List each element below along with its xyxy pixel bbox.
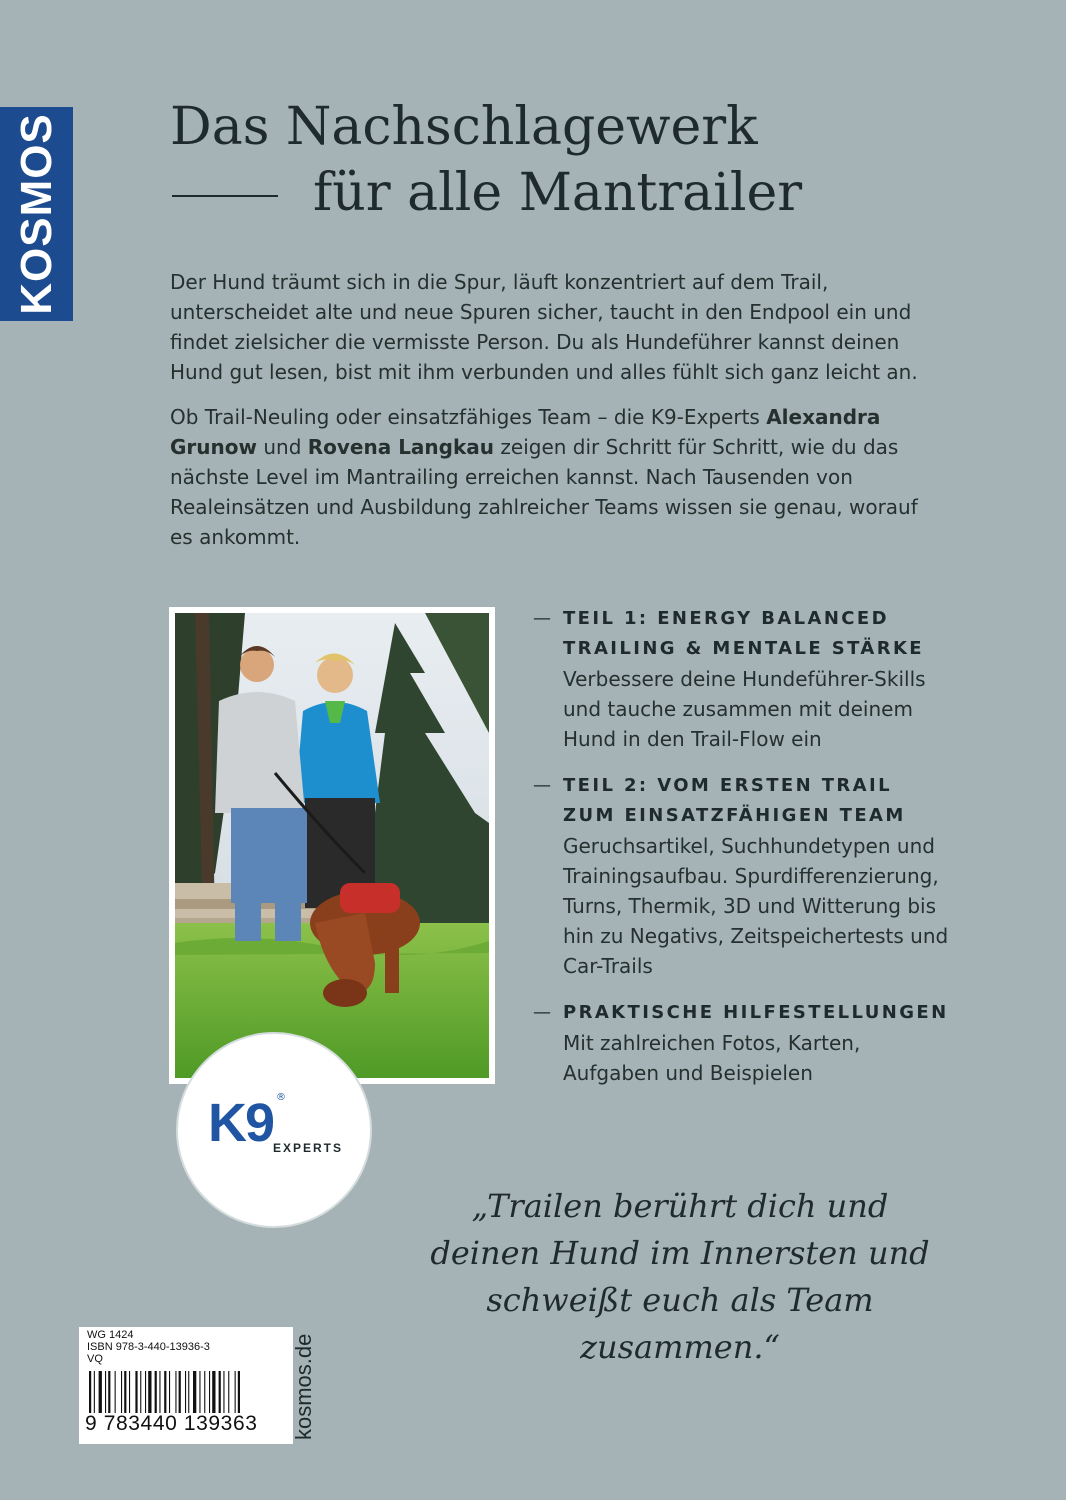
barcode-bar <box>145 1371 146 1413</box>
barcode-bar <box>223 1371 224 1413</box>
barcode-bar <box>121 1371 122 1413</box>
barcode-bar <box>124 1371 126 1413</box>
barcode-bar <box>235 1371 236 1413</box>
testimonial-quote: „Trailen berührt dich und deinen Hund im Innersten und schweißt euch als Team zusammen.“ <box>430 1187 930 1366</box>
barcode-bar <box>188 1371 189 1413</box>
feature-body: Verbessere deine Hundeführer-Skills und tauche zusammen mit deinem Hund in den Trail-Flow ein <box>563 667 926 751</box>
barcode-bar <box>94 1371 95 1413</box>
barcode-bar <box>238 1371 240 1413</box>
headline-line-2-wrap <box>170 162 1030 224</box>
barcode-bar <box>228 1371 229 1413</box>
wg-code: WG 1424 <box>87 1329 134 1341</box>
feature-list <box>533 604 953 1105</box>
headline-rule <box>172 195 278 197</box>
barcode <box>89 1371 285 1413</box>
barcode-bar <box>105 1371 106 1413</box>
barcode-bar <box>209 1371 210 1413</box>
author-photo-frame <box>169 607 495 1084</box>
feature-body: Geruchsartikel, Suchhundetypen und Trainingsaufbau. Spurdifferenzierung, Turns, Thermik, 3D und Witterung bis hin zu Negativs, Zeitspeichertests und Car-Trails <box>563 834 949 978</box>
headline-line-2: für alle Mantrailer <box>313 163 803 223</box>
publisher-band <box>0 107 73 321</box>
k9-logo: K9 <box>208 1093 274 1153</box>
headline-line-1: Das Nachschlagewerk <box>170 97 758 157</box>
barcode-bar <box>169 1371 170 1413</box>
barcode-bar <box>185 1371 186 1413</box>
isbn-number: ISBN 978-3-440-13936-3 <box>87 1341 210 1353</box>
feature-item <box>533 771 953 981</box>
barcode-digits: 9 783440 139363 <box>85 1412 258 1435</box>
barcode-box <box>79 1327 293 1444</box>
barcode-bar <box>199 1371 200 1413</box>
author-photo <box>175 613 489 1078</box>
barcode-bar <box>219 1371 221 1413</box>
registered-mark: ® <box>276 1092 286 1103</box>
barcode-bar <box>193 1371 196 1413</box>
feature-body: Mit zahlreichen Fotos, Karten, Aufgaben und Beispielen <box>563 1031 861 1085</box>
barcode-bar <box>212 1371 215 1413</box>
intro-paragraph-1: Der Hund träumt sich in die Spur, läuft konzentriert auf dem Trail, unterscheidet alte und neue Spuren sicher, taucht in den Endpool ein und findet zielsicher die vermisste Person. Du als Hundeführer kannst deinen Hund gut lesen, bist mit ihm verbunden und alles fühlt sich ganz leicht an. <box>170 270 918 384</box>
author-name-2: Rovena Langkau <box>307 435 495 459</box>
barcode-bar <box>135 1371 137 1413</box>
barcode-bar <box>155 1371 157 1413</box>
feature-item <box>533 998 953 1088</box>
barcode-bar <box>115 1371 116 1413</box>
barcode-bar <box>204 1371 205 1413</box>
publisher-logo: KOSMOS <box>11 113 61 315</box>
barcode-bar <box>179 1371 181 1413</box>
barcode-meta <box>87 1329 210 1365</box>
author-name-1: Alexandra Grunow <box>170 405 881 459</box>
intro-text <box>170 267 940 567</box>
feature-title: — PRAKTISCHE HILFESTELLUNGEN <box>533 998 953 1028</box>
barcode-bar <box>140 1371 141 1413</box>
vq-code: VQ <box>87 1353 103 1365</box>
publisher-website: kosmos.de <box>291 1333 316 1440</box>
intro-p2-end: zeigen dir Schritt für Schritt, wie du das nächste Level im Mantrailing erreichen kannst. Nach Tausenden von Realeinsätzen und Ausbildung zahlreicher Teams wissen sie genau, worauf es ankommt. <box>170 435 918 549</box>
intro-paragraph-2 <box>170 402 940 552</box>
barcode-bar <box>129 1371 130 1413</box>
k9-experts-badge <box>176 1032 372 1228</box>
headline <box>170 96 1030 224</box>
feature-item <box>533 604 953 754</box>
barcode-bar <box>99 1371 102 1413</box>
intro-p2-start: Ob Trail-Neuling oder einsatzfähiges Team – die K9-Experts <box>170 405 767 429</box>
barcode-bar <box>108 1371 110 1413</box>
barcode-bar <box>164 1371 166 1413</box>
experts-label: EXPERTS <box>273 1141 344 1155</box>
barcode-bar <box>148 1371 151 1413</box>
intro-connector: und <box>256 435 308 459</box>
barcode-bar <box>175 1371 176 1413</box>
barcode-bar <box>89 1371 91 1413</box>
barcode-bar <box>159 1371 160 1413</box>
feature-title: — TEIL 2: VOM ERSTEN TRAIL ZUM EINSATZFÄHIGEN TEAM <box>533 771 953 831</box>
feature-title: — TEIL 1: ENERGY BALANCED TRAILING & MENTALE STÄRKE <box>533 604 953 664</box>
photo-illustration <box>175 613 489 1078</box>
